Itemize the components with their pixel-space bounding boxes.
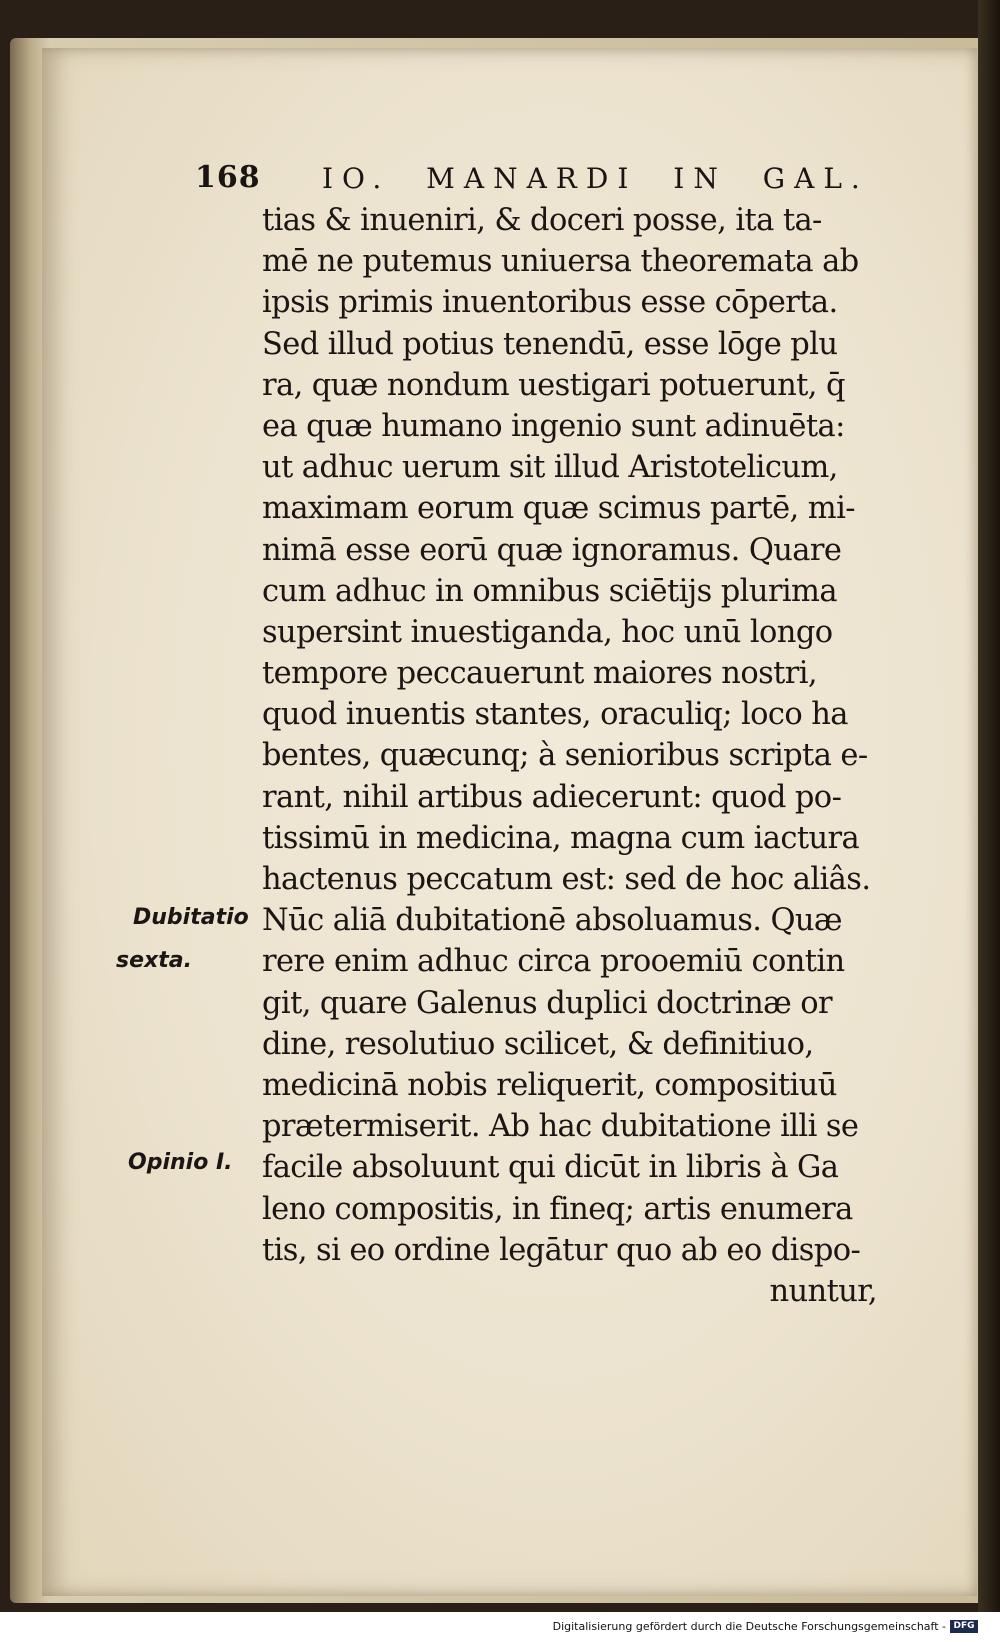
margin-note-dubitatio: Dubitatio <box>133 905 249 930</box>
text-line: prætermiserit. Ab hac dubitatione illi se <box>262 1109 859 1145</box>
text-line: hactenus peccatum est: sed de hoc aliâs. <box>262 862 871 897</box>
text-line: ipsis primis inuentoribus esse cōperta. <box>262 285 838 321</box>
body-text <box>262 200 877 1312</box>
text-line: cum adhuc in omnibus sciētijs plurima <box>262 573 837 609</box>
dfg-logo: DFG <box>950 1620 978 1633</box>
text-line: git, quare Galenus duplici doctrinæ or <box>262 985 833 1021</box>
text-line: Sed illud potius tenendū, esse lōge plu <box>262 326 838 362</box>
text-line: tempore peccauerunt maiores nostri, <box>262 656 818 692</box>
text-line: ut adhuc uerum sit illud Aristotelicum, <box>262 450 838 486</box>
footer-credit: Digitalisierung gefördert durch die Deutsche Forschungsgemeinschaft - <box>552 1620 946 1633</box>
text-line: facile absoluunt qui dicūt in libris à Ga <box>262 1150 839 1186</box>
running-title: IO. MANARDI IN GAL. <box>322 162 869 195</box>
text-line: leno compositis, in fineq; artis enumera <box>262 1191 853 1227</box>
text-line: medicinā nobis reliquerit, compositiuū <box>262 1067 837 1103</box>
page-number: 168 <box>195 160 261 195</box>
text-line: nimā esse eorū quæ ignoramus. Quare <box>262 532 842 568</box>
text-line: tis, si eo ordine legātur quo ab eo dispo- <box>262 1232 861 1268</box>
text-line: supersint inuestiganda, hoc unū longo <box>262 614 833 650</box>
text-line: rant, nihil artibus adiecerunt: quod po- <box>262 779 842 815</box>
text-line: mē ne putemus uniuersa theoremata ab <box>262 244 859 280</box>
text-line: ea quæ humano ingenio sunt adinuēta: <box>262 408 845 444</box>
margin-note-sexta: sexta. <box>116 948 192 973</box>
text-line: tissimū in medicina, magna cum iactura <box>262 820 860 856</box>
footer-bar <box>0 1612 1000 1642</box>
text-line: dine, resolutiuo scilicet, & definitiuo, <box>262 1026 814 1062</box>
text-line: ra, quæ nondum uestigari potuerunt, q̄ <box>262 367 845 403</box>
margin-note-opinio: Opinio I. <box>128 1150 233 1175</box>
text-line: Nūc aliā dubitationē absoluamus. Quæ <box>262 903 842 939</box>
text-line: quod inuentis stantes, oraculiq; loco ha <box>262 697 848 733</box>
catchword: nuntur, <box>769 1273 877 1309</box>
text-line: maximam eorum quæ scimus partē, mi- <box>262 491 855 527</box>
text-line: tias & inueniri, & doceri posse, ita ta- <box>262 203 822 238</box>
gutter-shadow <box>978 0 1000 1612</box>
text-line: bentes, quæcunq; à senioribus scripta e- <box>262 738 868 774</box>
text-line: rere enim adhuc circa prooemiū contin <box>262 944 845 980</box>
